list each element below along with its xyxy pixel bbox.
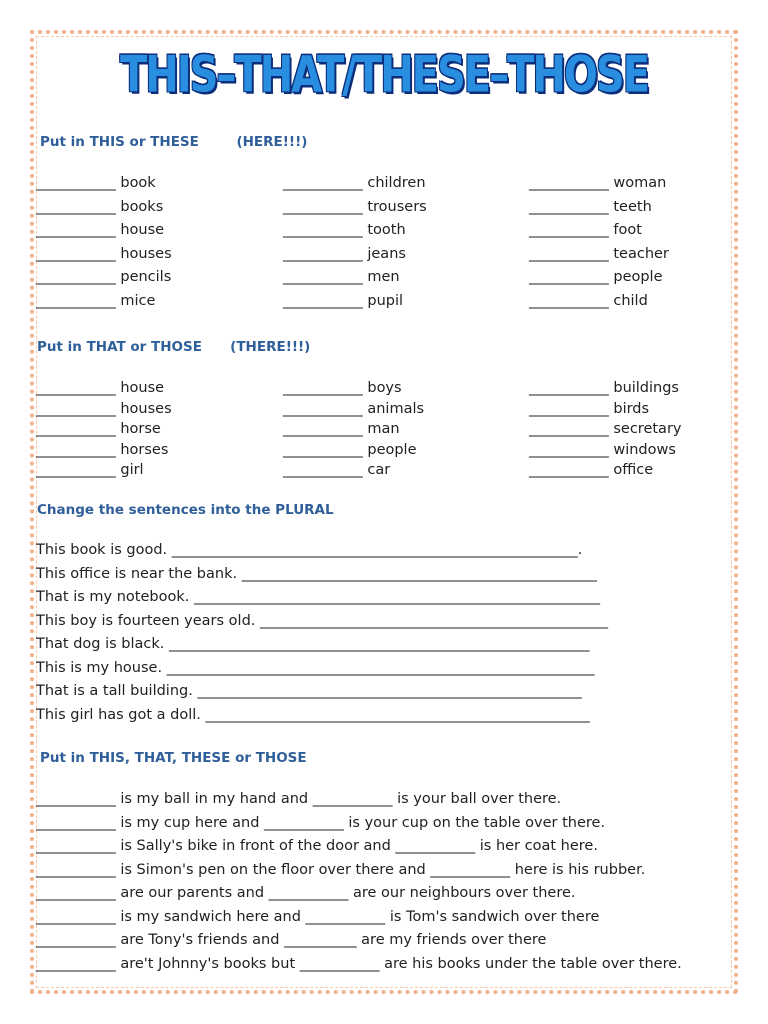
exercise-row	[36, 198, 652, 219]
exercise-item: ___________ boys	[283, 380, 402, 396]
sentence-line: ___________ is Simon's pen on the floor over there and ___________ here is his rubber.	[36, 861, 646, 878]
section-heading-that-those: Put in THAT or THOSE (THERE!!!)	[37, 339, 311, 355]
exercise-row	[36, 175, 667, 195]
exercise-item: ___________ horse	[36, 421, 161, 437]
exercise-row	[36, 400, 650, 421]
exercise-item: ___________ houses	[36, 400, 172, 417]
sentence-line: That is a tall building. _____________________________________________________	[36, 683, 582, 699]
exercise-row	[36, 269, 663, 289]
exercise-row	[36, 441, 676, 462]
exercise-item: ___________ mice	[36, 292, 156, 309]
exercise-item: ___________ teacher	[529, 245, 669, 262]
exercise-item: ___________ foot	[529, 222, 642, 238]
section-heading-this-these: Put in THIS or THESE (HERE!!!)	[40, 134, 308, 150]
exercise-item: ___________ house	[36, 380, 165, 396]
sentence-line: ___________ are't Johnny's books but ___________ are his books under the table over there.	[36, 955, 682, 972]
worksheet-title: THIS–THAT/THESE–THOSE	[119, 46, 649, 104]
exercise-item: ___________ tooth	[283, 222, 406, 238]
exercise-item: ___________ secretary	[529, 421, 682, 437]
exercise-row	[36, 222, 642, 242]
exercise-row	[36, 462, 654, 482]
sentence-line: ___________ is my sandwich here and ___________ is Tom's sandwich over there	[36, 908, 600, 925]
exercise-item: ___________ child	[529, 292, 648, 309]
exercise-item: ___________ car	[283, 462, 391, 478]
exercise-item: ___________ teeth	[529, 198, 652, 215]
sentence-line: This is my house. ___________________________________________________________	[36, 659, 595, 676]
exercise-row	[36, 380, 679, 400]
sentence-line: This office is near the bank. _________________________________________________	[36, 565, 597, 582]
exercise-item: ___________ horses	[36, 441, 169, 458]
exercise-item: ___________ windows	[529, 441, 676, 458]
exercise-row	[36, 421, 682, 441]
sentence-line: ___________ is Sally's bike in front of the door and ___________ is her coat here.	[36, 838, 598, 854]
sentence-line: ___________ are our parents and ___________ are our neighbours over there.	[36, 885, 576, 901]
sentence-line: This girl has got a doll. _____________________________________________________	[36, 706, 590, 723]
exercise-item: ___________ pupil	[283, 292, 404, 309]
sentence-line: This boy is fourteen years old. ________________________________________________	[36, 612, 608, 629]
exercise-item: ___________ trousers	[283, 198, 427, 215]
exercise-item: ___________ pencils	[36, 269, 172, 285]
exercise-item: ___________ people	[529, 269, 663, 285]
exercise-item: ___________ house	[36, 222, 165, 238]
exercise-item: ___________ men	[283, 269, 400, 285]
sentence-line: That dog is black. __________________________________________________________	[36, 636, 590, 652]
sentence-line: This book is good. ________________________________________________________.	[36, 542, 583, 558]
exercise-item: ___________ man	[283, 421, 400, 437]
exercise-item: ___________ animals	[283, 400, 425, 417]
exercise-item: ___________ books	[36, 198, 164, 215]
section-heading-this-that-these-those: Put in THIS, THAT, THESE or THOSE	[40, 750, 307, 766]
exercise-item: ___________ people	[283, 441, 417, 458]
exercise-item: ___________ book	[36, 175, 156, 191]
section-heading-plural: Change the sentences into the PLURAL	[37, 502, 334, 518]
exercise-item: ___________ girl	[36, 462, 144, 478]
exercise-item: ___________ jeans	[283, 245, 406, 262]
sentence-line: ___________ are Tony's friends and __________ are my friends over there	[36, 932, 547, 948]
exercise-row	[36, 292, 648, 313]
sentence-line: ___________ is my ball in my hand and ___________ is your ball over there.	[36, 791, 562, 807]
exercise-item: ___________ woman	[529, 175, 667, 191]
sentence-line: ___________ is my cup here and ___________ is your cup on the table over there.	[36, 814, 606, 831]
exercise-item: ___________ birds	[529, 400, 650, 417]
exercise-item: ___________ children	[283, 175, 426, 191]
exercise-item: ___________ houses	[36, 245, 172, 262]
sentence-line: That is my notebook. ________________________________________________________	[36, 589, 600, 605]
exercise-row	[36, 245, 669, 266]
exercise-item: ___________ office	[529, 462, 654, 478]
exercise-item: ___________ buildings	[529, 380, 679, 396]
